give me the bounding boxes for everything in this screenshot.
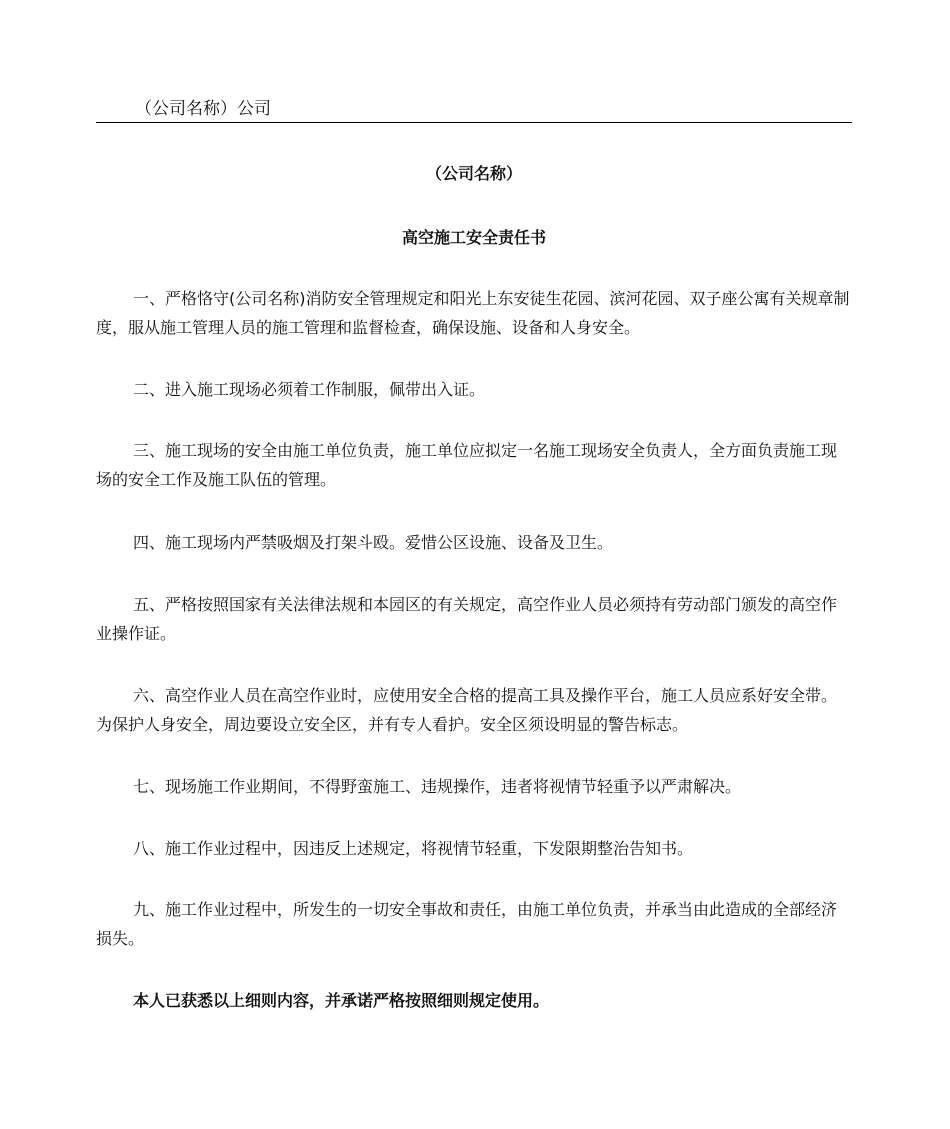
document-title: 高空施工安全责任书 xyxy=(401,228,546,247)
clause-6: 六、高空作业人员在高空作业时，应使用安全合格的提高工具及操作平台，施工人员应系好安全带。为保护人身安全，周边要设立安全区，并有专人看护。安全区须设明显的警告标志。 xyxy=(96,686,838,734)
clause-3: 三、施工现场的安全由施工单位负责，施工单位应拟定一名施工现场安全负责人，全方面负责施工现场的安全工作及施工队伍的管理。 xyxy=(96,441,838,489)
clause-4: 四、施工现场内严禁吸烟及打架斗殴。爱惜公区设施、设备及卫生。 xyxy=(133,533,614,552)
clause-8: 八、施工作业过程中，因违反上述规定，将视情节轻重，下发限期整治告知书。 xyxy=(133,839,694,858)
clause-7: 七、现场施工作业期间，不得野蛮施工、违规操作，违者将视情节轻重予以严肃解决。 xyxy=(133,777,742,796)
page-header-company: （公司名称）公司 xyxy=(135,99,271,119)
clause-9: 九、施工作业过程中，所发生的一切安全事故和责任，由施工单位负责，并承当由此造成的全部经济损失。 xyxy=(96,900,838,948)
clause-1: 一、严格恪守(公司名称)消防安全管理规定和阳光上东安徒生花园、滨河花园、双子座公寓有关规章制度，服从施工管理人员的施工管理和监督检查，确保设施、设备和人身安全。 xyxy=(96,289,850,337)
clause-2: 二、进入施工现场必须着工作制服，佩带出入证。 xyxy=(133,380,486,399)
header-divider xyxy=(96,122,852,123)
clause-5: 五、严格按照国家有关法律法规和本园区的有关规定，高空作业人员必须持有劳动部门颁发的高空作业操作证。 xyxy=(96,595,838,643)
declaration-statement: 本人已获悉以上细则内容，并承诺严格按照细则规定使用。 xyxy=(133,991,550,1010)
company-name-heading: （公司名称） xyxy=(425,164,522,183)
